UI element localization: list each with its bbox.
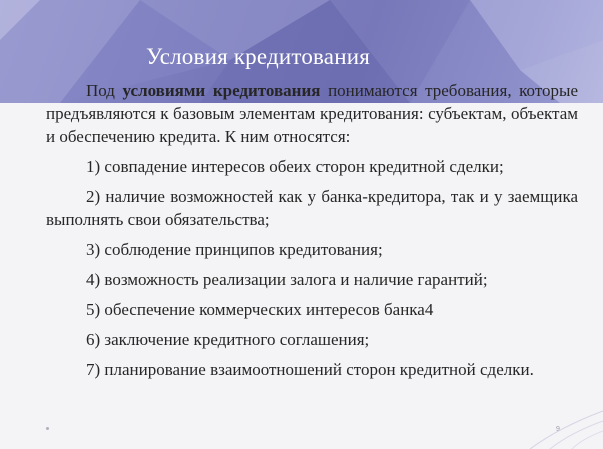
slide-title: Условия кредитования [146,44,371,69]
list-item: 4) возможность реализации залога и наличие гарантий; [86,270,488,289]
intro-paragraph [46,79,578,148]
intro-after: понимаются требования, которые предъявляются к базовым элементам кредитования: субъектам, объектам и обеспечению кредита. К ним относятся: [46,81,579,146]
list-item: 1) совпадение интересов обеих сторон кредитной сделки; [86,157,504,176]
intro-before: Под [86,81,123,100]
list-item: 5) обеспечение коммерческих интересов банка4 [86,300,434,319]
page-number: 9 [556,426,560,433]
list-item: 7) планирование взаимоотношений сторон кредитной сделки. [86,360,534,379]
corner-decoration [500,405,603,449]
footer-dot [46,427,49,430]
intro-emphasis: условиями кредитования [122,81,321,100]
list-item: 2) наличие возможностей как у банка-кредитора, так и у заемщика выполнять свои обязательства; [46,187,578,229]
list-item: 6) заключение кредитного соглашения; [86,330,370,349]
list-item: 3) соблюдение принципов кредитования; [86,240,383,259]
slide-body [46,79,578,381]
